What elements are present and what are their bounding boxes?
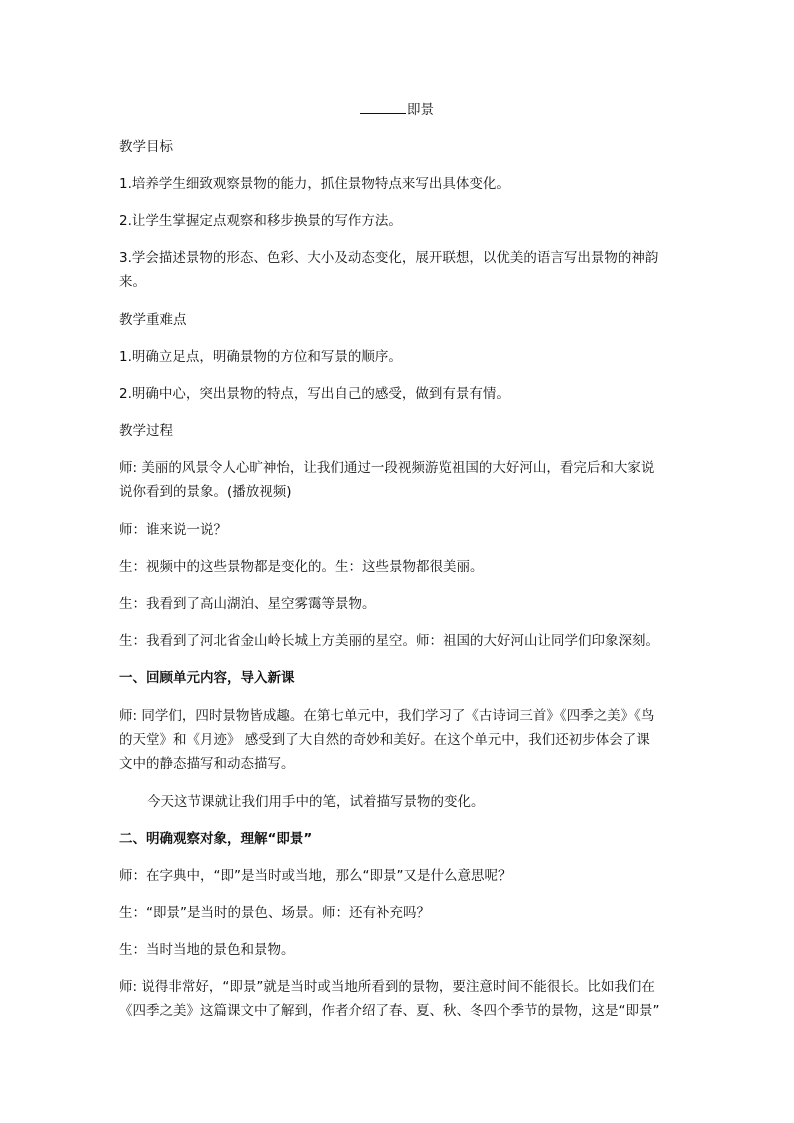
goal-item-3-line-1: 3.学会描述景物的形态、色彩、大小及动态变化，展开联想，以优美的语言写出景物的神韵 xyxy=(119,250,659,266)
dialogue-paragraph-11-line-2: 《四季之美》这篇课文中了解到，作者介绍了春、夏、秋、冬四个季节的景物，这是“即景” xyxy=(119,1003,660,1019)
dialogue-paragraph-1 xyxy=(119,456,679,504)
title-blank-line xyxy=(360,99,406,114)
section-heading-1: 一、回顾单元内容，导入新课 xyxy=(119,670,295,686)
dialogue-paragraph-11 xyxy=(119,975,679,1023)
dialogue-paragraph-6 xyxy=(119,704,679,776)
goal-item-1: 1.培养学生细致观察景物的能力，抓住景物特点来写出具体变化。 xyxy=(119,176,510,192)
title-text: 即景 xyxy=(407,102,434,118)
page-title xyxy=(0,99,794,120)
dialogue-paragraph-5: 生：我看到了河北省金山岭长城上方美丽的星空。师：祖国的大好河山让同学们印象深刻。 xyxy=(119,633,659,649)
section-heading-2: 二、明确观察对象，理解“即景” xyxy=(119,831,313,847)
dialogue-paragraph-8: 师：在字典中，“即”是当时或当地，那么“即景”又是什么意思呢？ xyxy=(119,868,512,884)
keypoint-item-1: 1.明确立足点，明确景物的方位和写景的顺序。 xyxy=(119,349,402,365)
dialogue-paragraph-9: 生：“即景”是当时的景色、场景。师：还有补充吗？ xyxy=(119,905,430,921)
goal-item-3 xyxy=(119,246,679,294)
dialogue-paragraph-6-line-3: 文中的静态描写和动态描写。 xyxy=(119,756,295,772)
goal-item-2: 2.让学生掌握定点观察和移步换景的写作方法。 xyxy=(119,213,402,229)
keypoint-item-2: 2.明确中心，突出景物的特点，写出自己的感受，做到有景有情。 xyxy=(119,386,510,402)
heading-key-points: 教学重难点 xyxy=(119,312,187,328)
dialogue-paragraph-4: 生：我看到了高山湖泊、星空雾霭等景物。 xyxy=(119,596,376,612)
dialogue-paragraph-3: 生：视频中的这些景物都是变化的。生：这些景物都很美丽。 xyxy=(119,559,484,575)
dialogue-paragraph-1-line-1: 师: 美丽的风景令人心旷神怡，让我们通过一段视频游览祖国的大好河山，看完后和大家说 xyxy=(119,460,655,476)
heading-teaching-process: 教学过程 xyxy=(119,423,173,439)
dialogue-paragraph-11-line-1: 师: 说得非常好，“即景”就是当时或当地所看到的景物，要注意时间不能很长。比如我们在 xyxy=(119,979,655,995)
dialogue-paragraph-2: 师：谁来说一说？ xyxy=(119,522,227,538)
dialogue-paragraph-6-line-2: 的天堂》和《月迹》 感受到了大自然的奇妙和美好。在这个单元中，我们还初步体会了课 xyxy=(119,732,650,748)
dialogue-paragraph-10: 生：当时当地的景色和景物。 xyxy=(119,942,295,958)
dialogue-paragraph-1-line-2: 说你看到的景象。(播放视频) xyxy=(119,484,292,500)
heading-teaching-goals: 教学目标 xyxy=(119,139,173,155)
dialogue-paragraph-6-line-1: 师: 同学们，四时景物皆成趣。在第七单元中，我们学习了《古诗词三首》《四季之美》《鸟 xyxy=(119,708,655,724)
goal-item-3-line-2: 来。 xyxy=(119,274,146,290)
dialogue-paragraph-7: 今天这节课就让我们用手中的笔，试着描写景物的变化。 xyxy=(147,794,485,810)
